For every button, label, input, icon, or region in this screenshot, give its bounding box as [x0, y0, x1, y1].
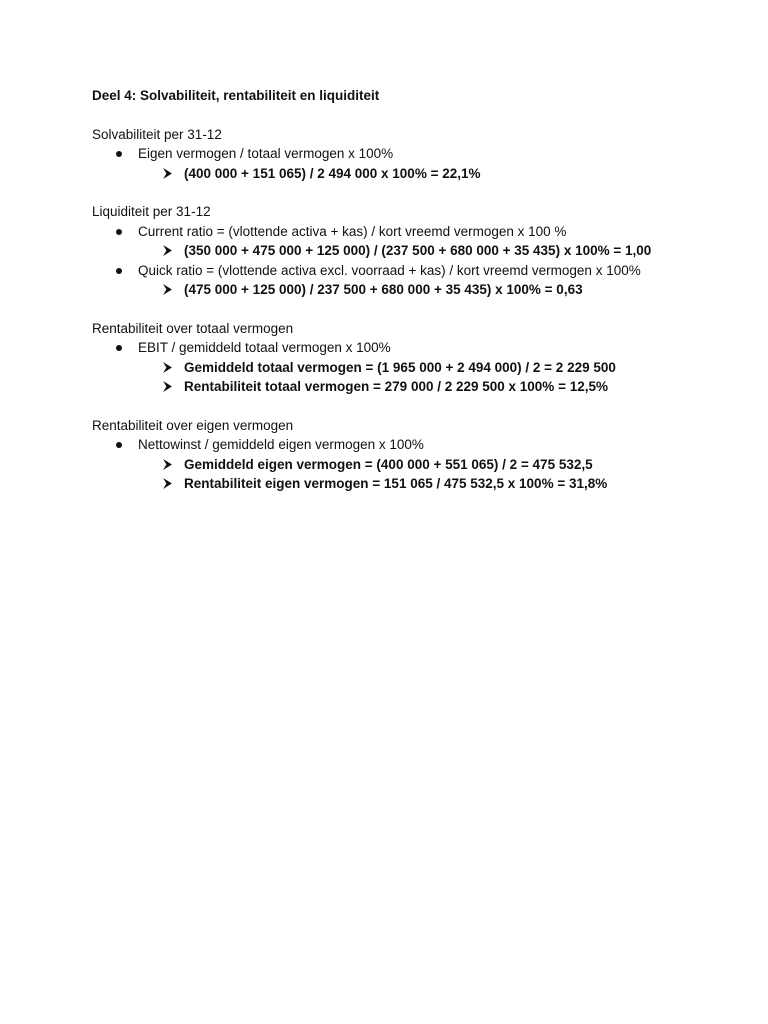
section-solvabiliteit — [92, 125, 732, 184]
arrowhead-bullet-icon — [162, 284, 173, 295]
sub-item — [92, 474, 732, 494]
section-heading: Rentabiliteit over totaal vermogen — [92, 320, 294, 336]
bullet-dot-icon — [116, 268, 122, 274]
bullet-item — [92, 144, 732, 164]
arrowhead-bullet-icon — [162, 168, 173, 179]
spacer — [92, 300, 732, 319]
sub-text: Rentabiliteit eigen vermogen = 151 065 / 475 532,5 x 100% = 31,8% — [184, 476, 608, 491]
document-title: Deel 4: Solvabiliteit, rentabiliteit en liquiditeit — [92, 88, 380, 103]
bullet-dot-icon — [116, 229, 122, 235]
sub-item — [92, 377, 732, 397]
section-liquiditeit — [92, 202, 732, 300]
sub-item — [92, 358, 732, 378]
arrowhead-bullet-icon — [162, 381, 173, 392]
bullet-text: Nettowinst / gemiddeld eigen vermogen x 100% — [138, 437, 424, 452]
bullet-item — [92, 222, 732, 242]
sub-item — [92, 455, 732, 475]
bullet-item — [92, 435, 732, 455]
bullet-item — [92, 261, 732, 281]
sub-text: (350 000 + 475 000 + 125 000) / (237 500 + 680 000 + 35 435) x 100% = 1,00 — [184, 243, 652, 258]
bullet-text: Quick ratio = (vlottende activa excl. voorraad + kas) / kort vreemd vermogen x 100% — [138, 262, 641, 278]
spacer — [92, 106, 732, 125]
bullet-dot-icon — [116, 151, 122, 157]
bullet-item — [92, 338, 732, 358]
sub-text: (475 000 + 125 000) / 237 500 + 680 000 + 35 435) x 100% = 0,63 — [184, 282, 583, 297]
section-rentabiliteit-eigen — [92, 416, 732, 494]
bullet-text: Current ratio = (vlottende activa + kas) / kort vreemd vermogen x 100 % — [138, 223, 567, 239]
sub-text: (400 000 + 151 065) / 2 494 000 x 100% = 22,1% — [184, 165, 481, 181]
section-heading: Solvabiliteit per 31-12 — [92, 126, 222, 142]
spacer — [92, 183, 732, 202]
sub-text: Rentabiliteit totaal vermogen = 279 000 / 2 229 500 x 100% = 12,5% — [184, 379, 608, 394]
sub-item — [92, 280, 732, 300]
document-page — [92, 86, 732, 494]
section-rentabiliteit-totaal — [92, 319, 732, 397]
arrowhead-bullet-icon — [162, 362, 173, 373]
sub-item — [92, 164, 732, 184]
section-heading: Rentabiliteit over eigen vermogen — [92, 417, 294, 433]
sub-text: Gemiddeld totaal vermogen = (1 965 000 + 2 494 000) / 2 = 2 229 500 — [184, 359, 616, 375]
bullet-dot-icon — [116, 442, 122, 448]
bullet-text: EBIT / gemiddeld totaal vermogen x 100% — [138, 340, 391, 355]
bullet-dot-icon — [116, 345, 122, 351]
section-heading: Liquiditeit per 31-12 — [92, 204, 211, 219]
spacer — [92, 397, 732, 416]
arrowhead-bullet-icon — [162, 478, 173, 489]
sub-item — [92, 241, 732, 261]
bullet-text: Eigen vermogen / totaal vermogen x 100% — [138, 146, 394, 161]
arrowhead-bullet-icon — [162, 245, 173, 256]
arrowhead-bullet-icon — [162, 459, 173, 470]
sub-text: Gemiddeld eigen vermogen = (400 000 + 551 065) / 2 = 475 532,5 — [184, 456, 593, 472]
